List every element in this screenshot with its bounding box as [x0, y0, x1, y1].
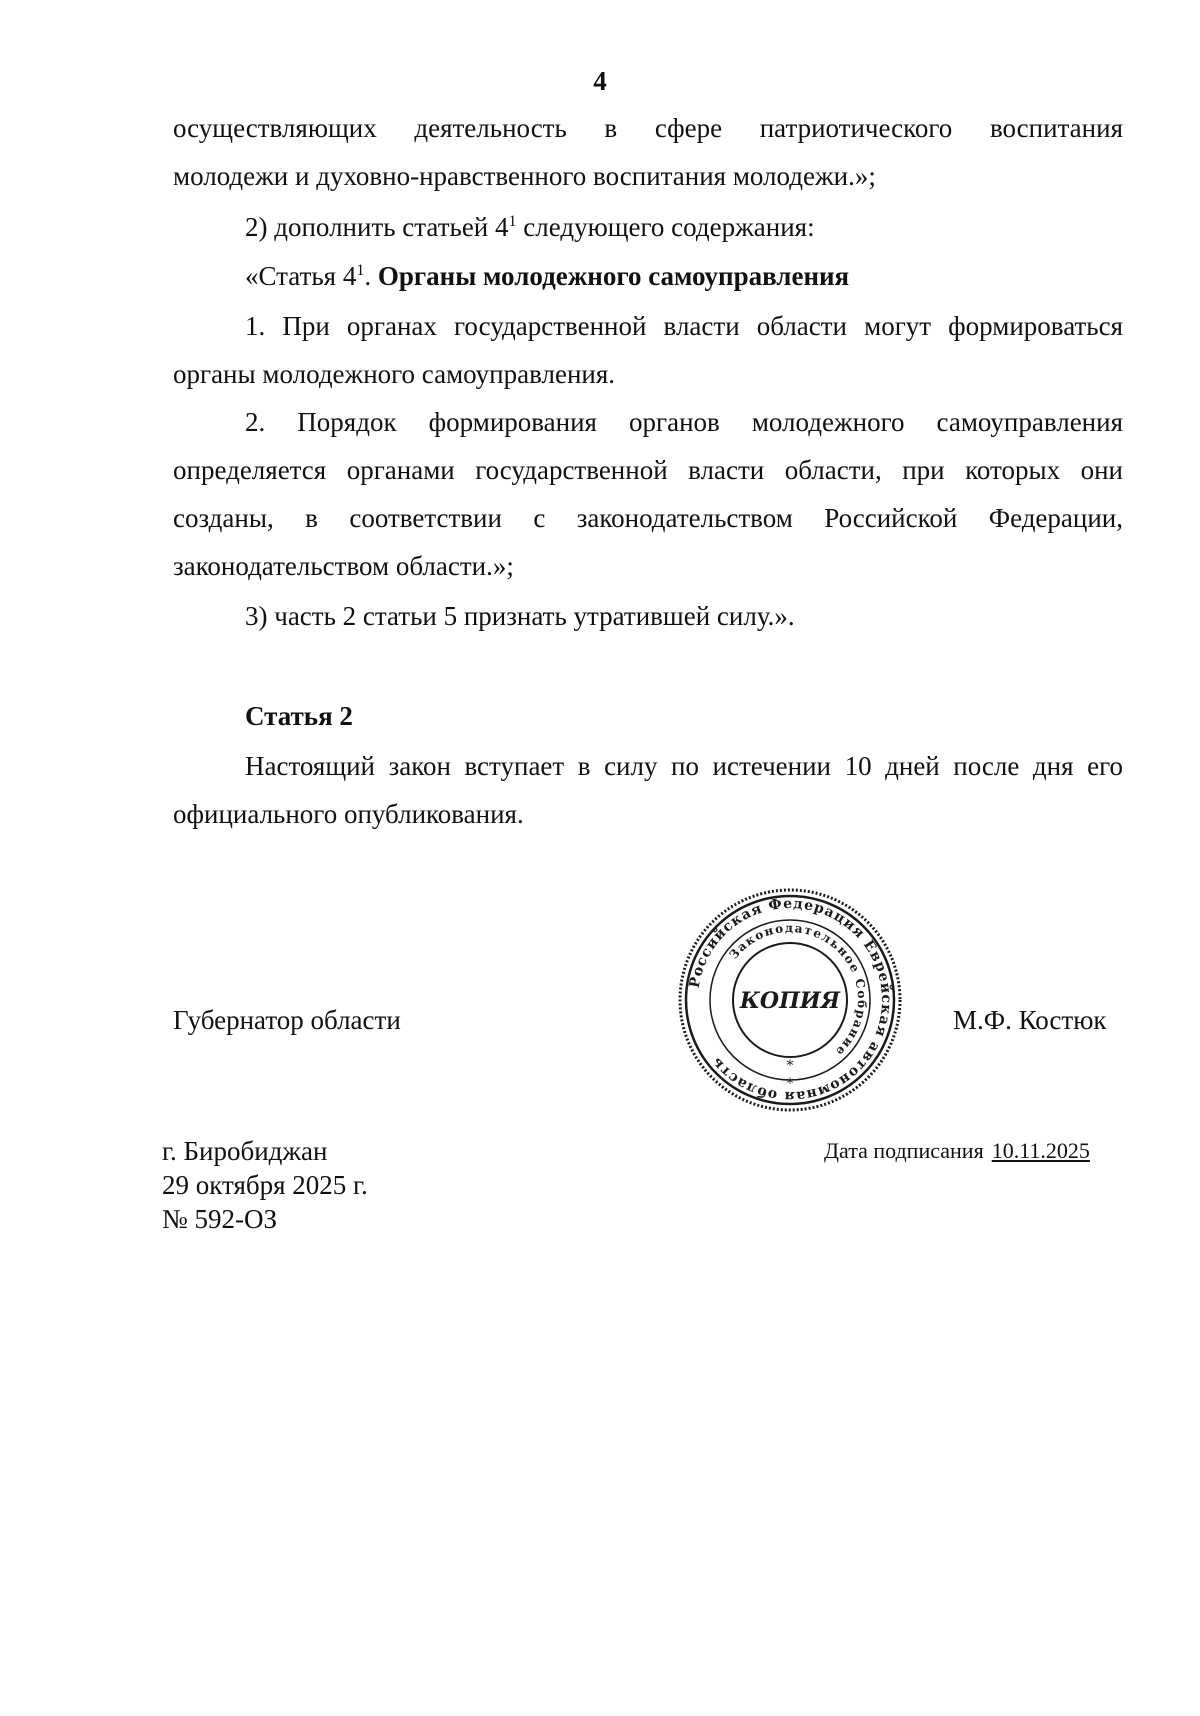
signing-date-label: Дата подписания	[824, 1138, 984, 1163]
article-2-text: Настоящий закон вступает в силу по истечении 10 дней после дня его официального опубликования.	[173, 751, 1123, 829]
new-article-heading	[173, 252, 1123, 300]
paragraph-continuation	[173, 104, 1123, 200]
signatory-title: Губернатор области	[173, 1005, 401, 1035]
signing-date-block	[824, 1134, 1090, 1168]
document-origin-block	[162, 1134, 368, 1236]
seal-center-text: КОПИЯ	[739, 988, 841, 1014]
seal-inner-ring-text: Законодательное Собрание	[726, 920, 870, 1060]
superscript: 1	[508, 213, 517, 230]
article-2-heading: Статья 2	[245, 701, 353, 731]
article-label: «Статья 4	[245, 261, 357, 291]
article-clause-1: 1. При органах государственной власти области могут формироваться органы молодежного самоуправления.	[173, 311, 1123, 389]
city: г. Биробиджан	[162, 1136, 328, 1166]
signatory-name: М.Ф. Костюк	[953, 1005, 1107, 1035]
article-title: Органы молодежного самоуправления	[377, 261, 850, 291]
official-seal-stamp	[675, 885, 905, 1115]
superscript: 1	[356, 262, 365, 279]
paragraph-line: осуществляющих деятельность в сфере патриотического воспитания	[173, 113, 1123, 143]
law-date: 29 октября 2025 г.	[162, 1170, 368, 1200]
law-number: № 592-ОЗ	[162, 1204, 278, 1234]
article-dot: .	[364, 261, 378, 291]
svg-text:*: *	[786, 1076, 794, 1092]
paragraph-line: молодежи и духовно-нравственного воспитания молодежи.»;	[173, 161, 876, 191]
seal-ring-text: Российская Федерация Еврейская автономная область	[686, 895, 895, 1105]
page-number: 4	[593, 66, 607, 96]
amendment-text: следующего содержания:	[516, 212, 815, 242]
article-clause-2: 2. Порядок формирования органов молодежного самоуправления определяется органами государственной власти области, при которых они созданы, в соответствии с законодательством Российской Федерации, законодательством области.»;	[173, 407, 1123, 581]
amendment-text: 2) дополнить статьей 4	[245, 212, 509, 242]
svg-text:*: *	[786, 1058, 794, 1074]
signing-date-value: 10.11.2025	[991, 1138, 1090, 1163]
amendment-item-2	[173, 203, 1123, 251]
amendment-item-3: 3) часть 2 статьи 5 признать утратившей силу.».	[245, 601, 795, 631]
